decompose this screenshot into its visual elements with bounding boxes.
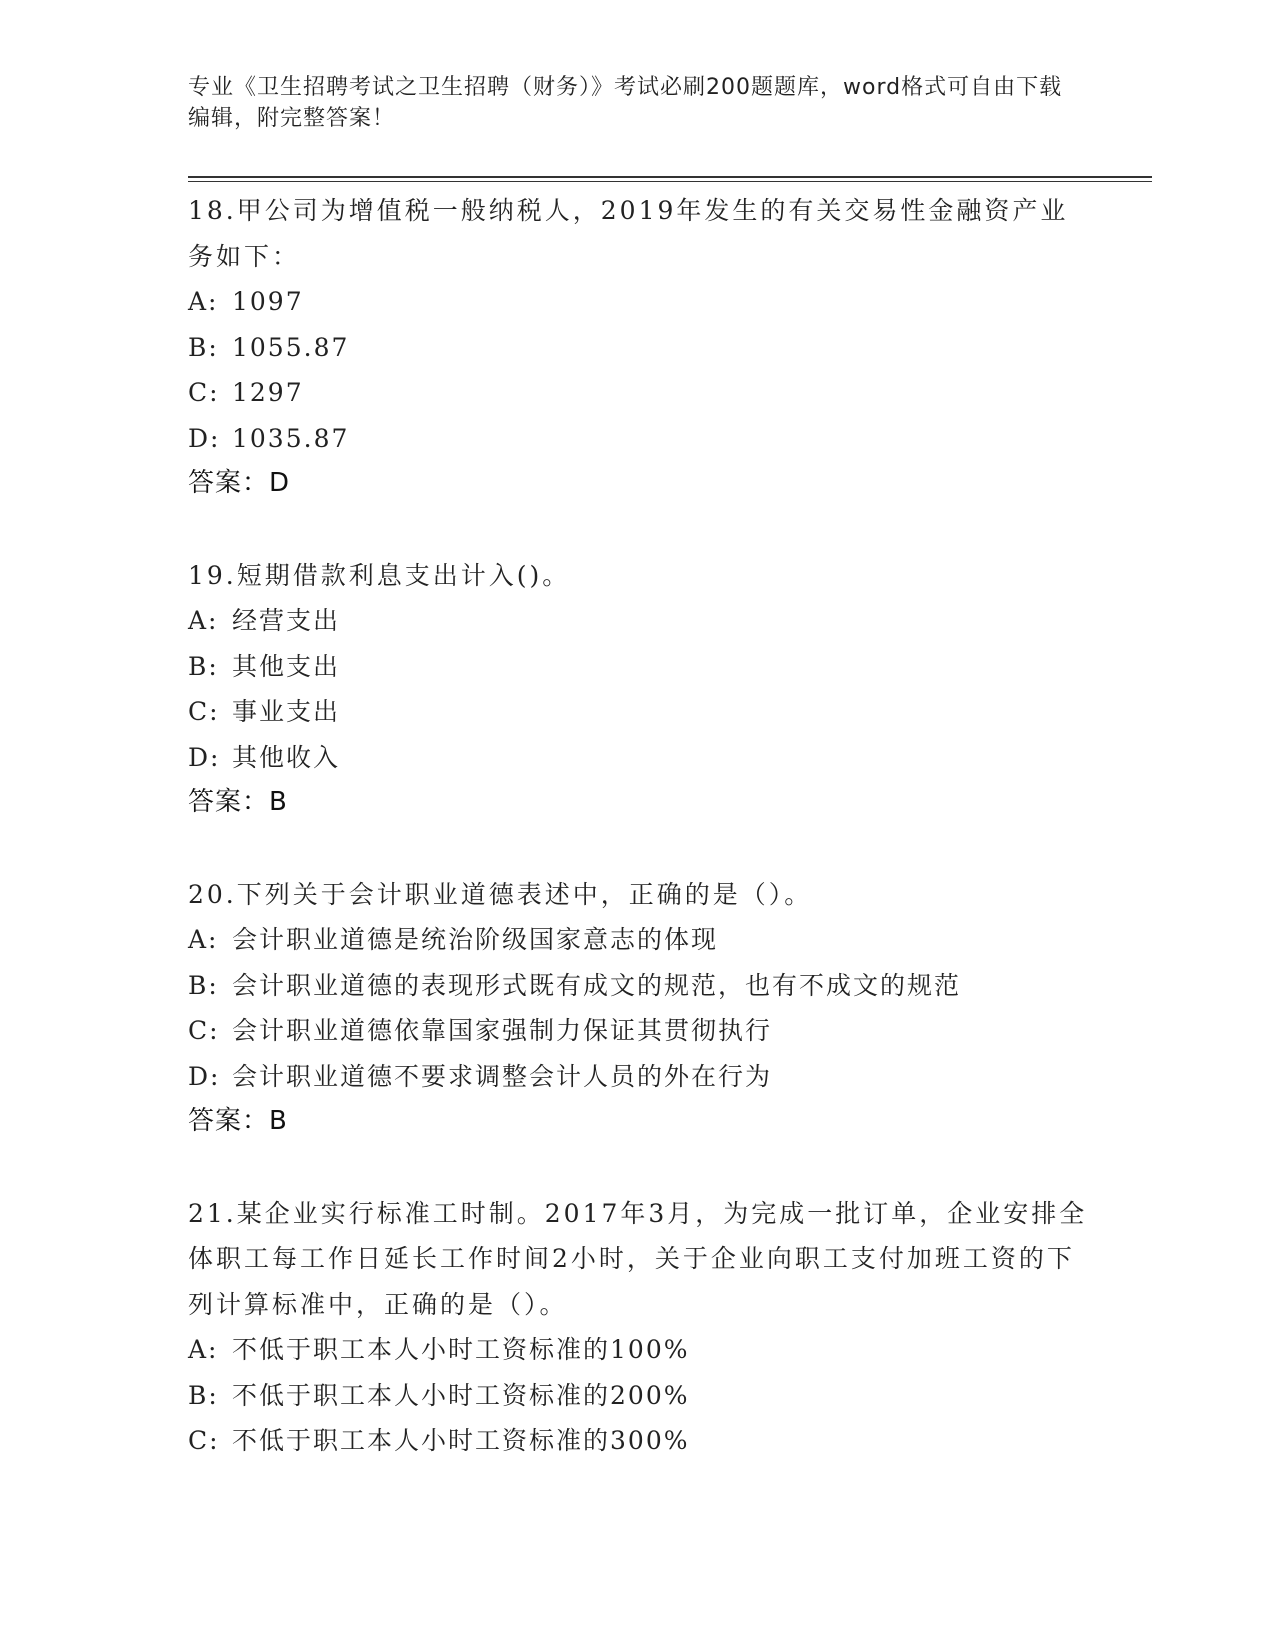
option-text: 不低于职工本人小时工资标准的200% [232, 1380, 690, 1410]
answer-value: D [269, 468, 291, 498]
option-key: B: [188, 651, 219, 681]
answer-line [188, 461, 1088, 507]
answer-value: B [269, 787, 288, 817]
option-c [188, 1008, 1088, 1054]
option-text: 其他支出 [232, 651, 341, 681]
option-text: 会计职业道德依靠国家强制力保证其贯彻执行 [232, 1016, 773, 1045]
answer-line [188, 1099, 1088, 1145]
option-b [188, 644, 1088, 690]
option-key: A: [188, 606, 219, 635]
option-c [188, 689, 1088, 735]
option-key: B: [188, 970, 219, 1000]
option-key: A: [188, 925, 219, 954]
question-stem: 21.某企业实行标准工时制。2017年3月，为完成一批订单，企业安排全体职工每工作日延长工作时间2小时，关于企业向职工支付加班工资的下列计算标准中，正确的是（）。 [188, 1198, 1088, 1319]
option-text: 会计职业道德是统治阶级国家意志的体现 [232, 925, 719, 954]
option-c [188, 1418, 1088, 1464]
option-text: 1297 [232, 378, 304, 407]
answer-label: 答案： [188, 468, 270, 498]
option-key: D: [188, 742, 221, 772]
option-b [188, 1373, 1088, 1419]
option-key: D: [188, 1061, 221, 1091]
answer-value: B [269, 1106, 288, 1136]
question-20 [188, 872, 1088, 1145]
question-21 [188, 1191, 1088, 1464]
option-text: 不低于职工本人小时工资标准的300% [232, 1426, 690, 1455]
option-text: 事业支出 [232, 697, 341, 726]
option-a [188, 279, 1088, 325]
option-d [188, 735, 1088, 781]
option-key: A: [188, 287, 219, 316]
option-a [188, 917, 1088, 963]
answer-label: 答案： [188, 787, 270, 817]
option-d [188, 1054, 1088, 1100]
question-18 [188, 188, 1088, 507]
option-b [188, 325, 1088, 371]
option-text: 其他收入 [232, 742, 341, 772]
option-key: C: [188, 697, 220, 726]
option-c [188, 370, 1088, 416]
option-a [188, 1327, 1088, 1373]
option-key: C: [188, 1016, 220, 1045]
option-b [188, 963, 1088, 1009]
header-divider-thin [188, 181, 1152, 182]
option-key: C: [188, 378, 220, 407]
question-stem: 18.甲公司为增值税一般纳税人，2019年发生的有关交易性金融资产业务如下： [188, 196, 1069, 271]
option-d [188, 416, 1088, 462]
option-text: 会计职业道德的表现形式既有成文的规范，也有不成文的规范 [232, 970, 962, 1000]
option-text: 会计职业道德不要求调整会计人员的外在行为 [232, 1061, 773, 1091]
question-list [188, 188, 1088, 1510]
question-19 [188, 553, 1088, 826]
option-key: B: [188, 1380, 219, 1410]
answer-line [188, 780, 1088, 826]
option-text: 1035.87 [232, 423, 350, 453]
option-key: C: [188, 1426, 220, 1455]
option-text: 1055.87 [232, 332, 350, 362]
document-header: 专业《卫生招聘考试之卫生招聘（财务）》考试必刷200题题库，word格式可自由下载编辑，附完整答案！ [188, 75, 1063, 131]
option-text: 不低于职工本人小时工资标准的100% [232, 1335, 690, 1364]
option-a [188, 598, 1088, 644]
answer-label: 答案： [188, 1106, 270, 1136]
option-key: A: [188, 1335, 219, 1364]
header-divider [188, 176, 1152, 178]
option-text: 经营支出 [232, 606, 341, 635]
option-text: 1097 [232, 287, 304, 316]
question-stem: 20.下列关于会计职业道德表述中，正确的是（）。 [188, 879, 813, 909]
option-key: B: [188, 332, 219, 362]
option-key: D: [188, 423, 221, 453]
question-stem: 19.短期借款利息支出计入()。 [188, 560, 571, 590]
